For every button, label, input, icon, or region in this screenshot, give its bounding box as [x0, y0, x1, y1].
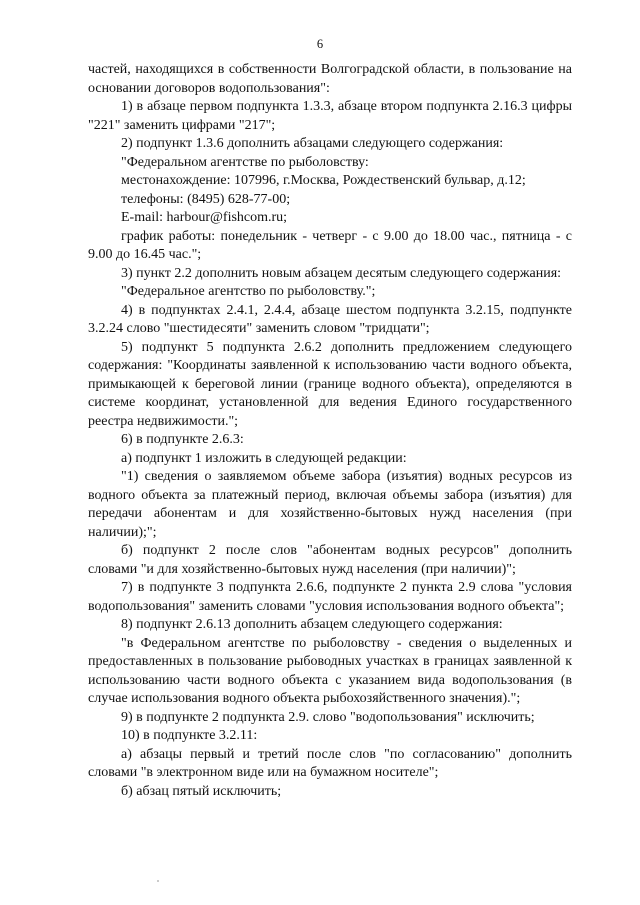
paragraph: 8) подпункт 2.6.13 дополнить абзацем следующего содержания: [121, 617, 503, 632]
paragraph: а) подпункт 1 изложить в следующей редакции: [121, 450, 407, 466]
paragraph: 10) в подпункте 3.2.11: [121, 728, 258, 743]
paragraph: а) абзацы первый и третий после слов "по согласованию" дополнить словами "в электронном виде или на бумажном носителе"; [88, 746, 572, 780]
paragraph: б) подпункт 2 после слов "абонентам водных ресурсов" дополнить словами "и для хозяйственно-бытовых нужд населения (при наличии)"; [88, 543, 572, 577]
paragraph: "в Федеральном агентстве по рыболовству - сведения о выделенных и предоставленных в пользование рыбоводных участках в границах заявленной к использованию части водного объекта с указанием вида водопользования (в случае использования водного объекта рыбохозяйственного значения)."; [88, 635, 572, 706]
paragraph: 9) в подпункте 2 подпункта 2.9. слово "водопользования" исключить; [121, 709, 535, 725]
paragraph: 4) в подпунктах 2.4.1, 2.4.4, абзаце шестом подпункта 3.2.15, подпункте 3.2.24 слово "шестидесяти" заменить словом "тридцати"; [88, 302, 572, 336]
paragraph: 7) в подпункте 3 подпункта 2.6.6, подпункте 2 пункта 2.9 слова "условия водопользования" заменить словами "условия использования водного объекта"; [88, 580, 572, 614]
paragraph: график работы: понедельник - четверг - с 9.00 до 18.00 час., пятница - с 9.00 до 16.45 час."; [88, 228, 572, 262]
paragraph: E-mail: harbour@fishcom.ru; [121, 210, 288, 225]
paragraph: телефоны: (8495) 628-77-00; [121, 191, 291, 207]
paragraph: "1) сведения о заявляемом объеме забора (изъятия) водных ресурсов из водного объекта за платежный период, включая объемы забора (изъятия) для передачи абонентам и для хозяйственно-бытовых нужд населения (при наличии);"; [88, 469, 572, 540]
paragraph: местонахождение: 107996, г.Москва, Рождественский бульвар, д.12; [121, 173, 526, 188]
paragraph: 1) в абзаце первом подпункта 1.3.3, абзаце втором подпункта 2.16.3 цифры "221" заменить цифрами "217"; [88, 99, 572, 133]
paragraph: "Федеральном агентстве по рыболовству: [121, 154, 369, 170]
paragraph: 2) подпункт 1.3.6 дополнить абзацами следующего содержания: [121, 136, 504, 151]
scan-artifact-dot [157, 880, 159, 882]
paragraph: 5) подпункт 5 подпункта 2.6.2 дополнить предложением следующего содержания: "Координаты заявленной к использованию части водного объекта, примыкающей к береговой линии (границе водного объекта), определяются в системе координат, установленной для ведения Единого государственного реестра недвижимости."; [88, 339, 572, 429]
document-body [88, 61, 572, 801]
paragraph: "Федеральное агентство по рыболовству."; [121, 284, 376, 299]
page-number: 6 [316, 37, 324, 51]
paragraph: б) абзац пятый исключить; [121, 783, 282, 799]
paragraph: частей, находящихся в собственности Волгоградской области, в пользование на основании договоров водопользования": [88, 62, 572, 96]
paragraph: 6) в подпункте 2.6.3: [121, 432, 244, 447]
paragraph: 3) пункт 2.2 дополнить новым абзацем десятым следующего содержания: [121, 265, 562, 281]
